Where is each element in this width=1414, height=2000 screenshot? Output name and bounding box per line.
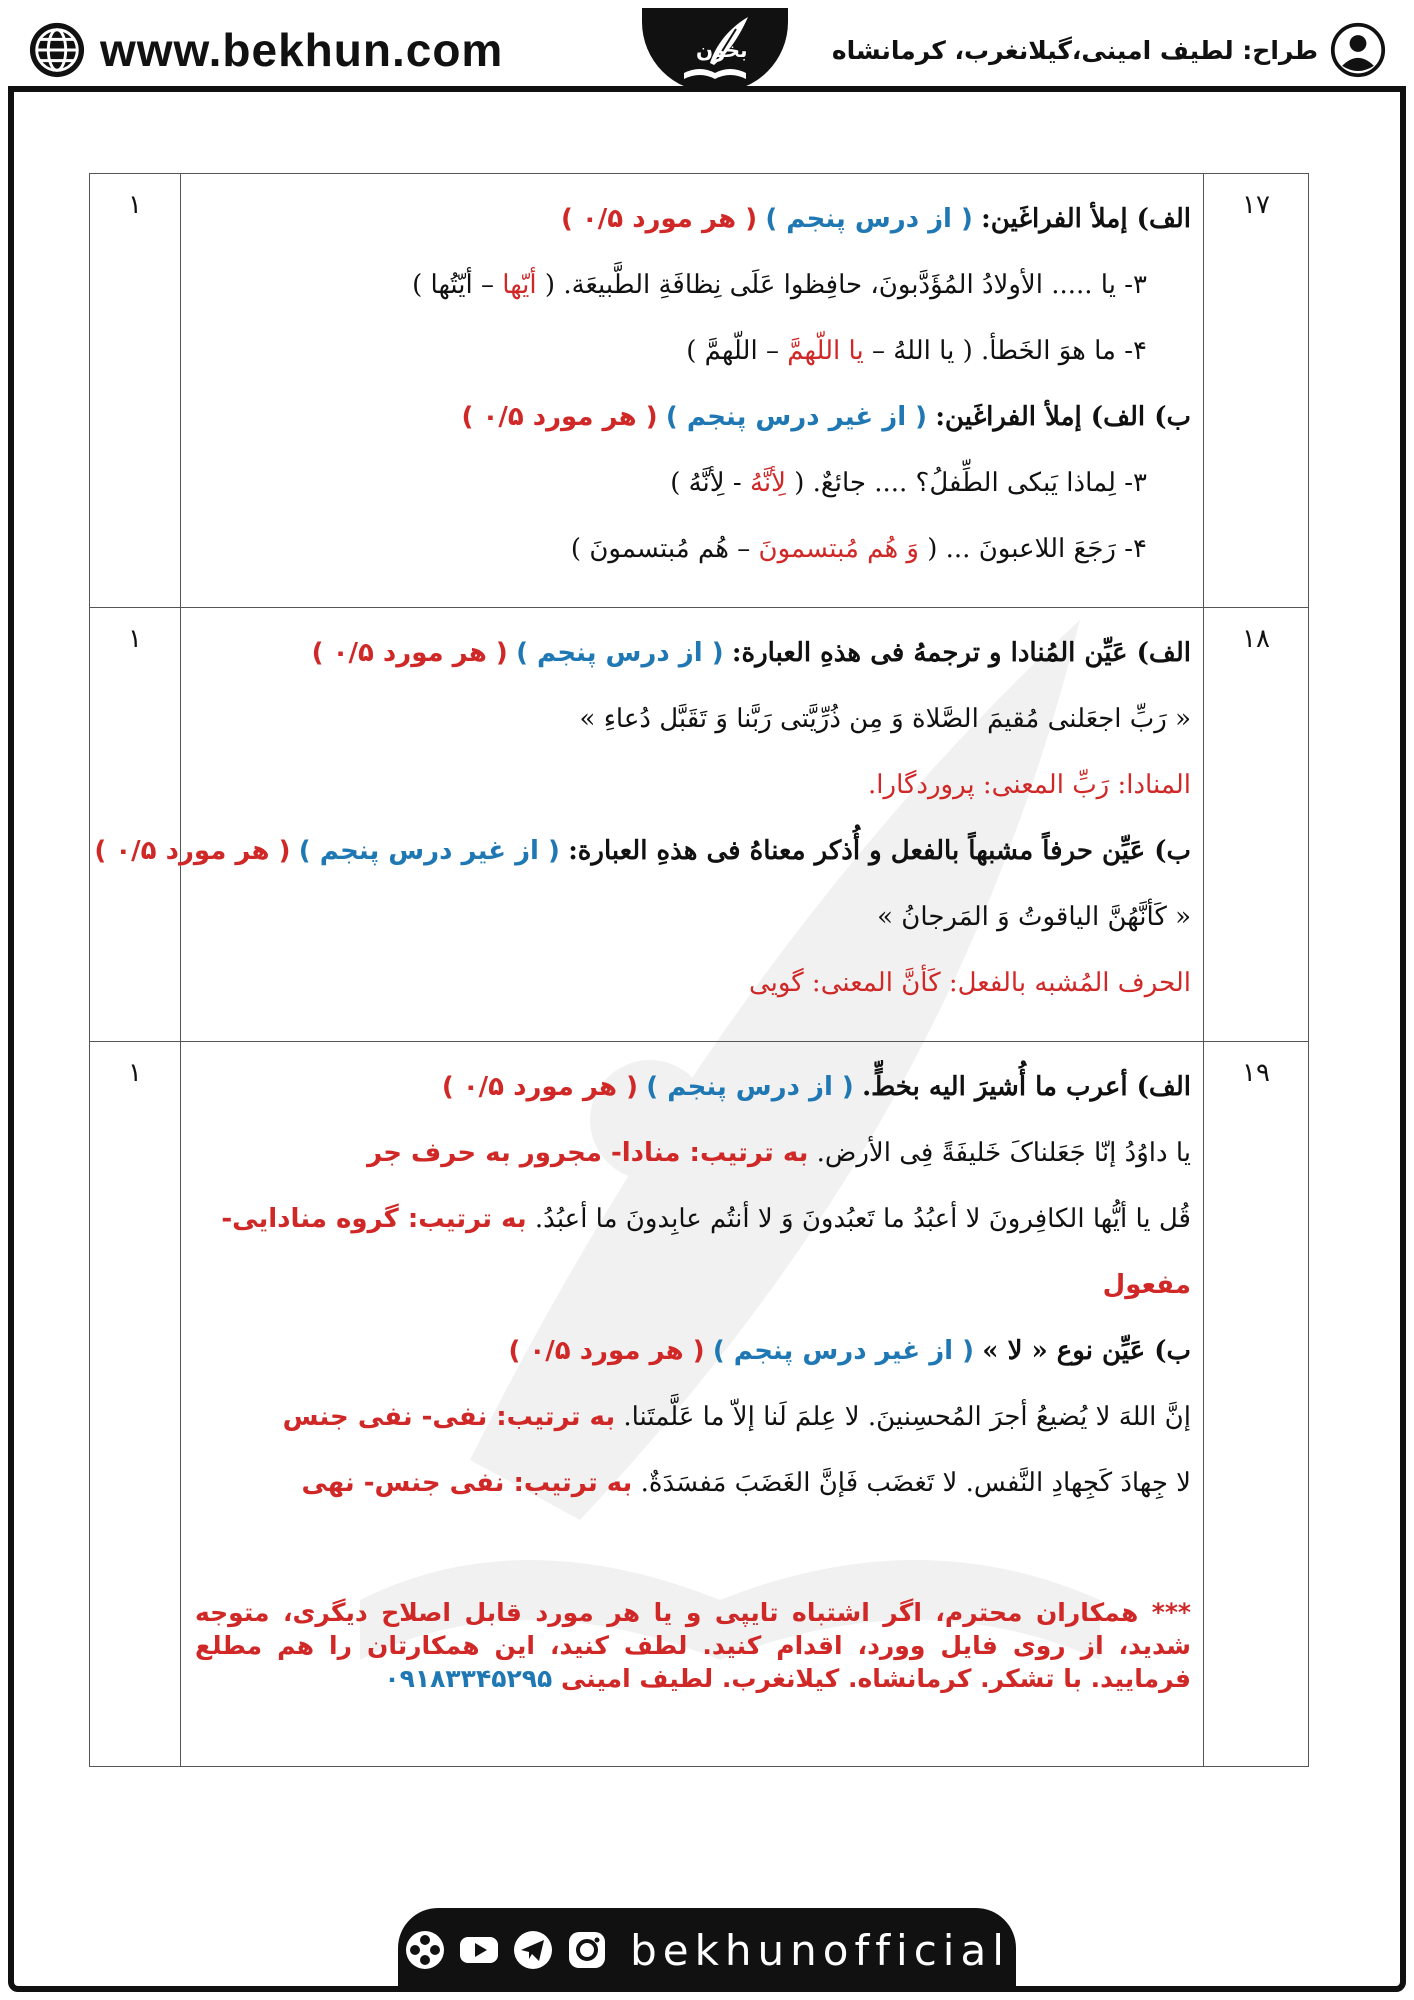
answer: الحرف المُشبه بالفعل: کَأنَّ المعنی: گویی: [748, 968, 1191, 998]
question-number: ۱۹: [1204, 1042, 1309, 1767]
list-item: قُل یا أیُّها الکافِرونَ لا أعبُدُ ما تَعبُدونَ وَ لا أنتُم عابِدونَ ما أعبُدُ. به ترتیب: گروه منادایی- مفعول: [221, 1204, 1191, 1300]
answer: أیّها: [502, 270, 537, 300]
source-label: ( از درس پنجم ): [646, 1072, 854, 1102]
question-body: [94, 608, 1204, 1042]
instagram-icon[interactable]: [566, 1929, 608, 1971]
answer: به ترتیب: منادا- مجرور به حرف جر: [367, 1138, 809, 1168]
source-label: ( از غیر درس پنجم ): [665, 402, 928, 432]
answer: یا اللّهمَّ: [787, 336, 864, 366]
telegram-icon[interactable]: [512, 1929, 554, 1971]
questions-table: [89, 173, 1309, 1767]
phone-number: ۰۹۱۸۳۳۴۵۲۹۵: [384, 1664, 553, 1693]
source-label: ( از درس پنجم ): [516, 638, 724, 668]
part-b-title: ب) الف) إملأ الفراغَین:: [935, 402, 1191, 432]
source-label: ( از غیر درس پنجم ): [712, 1336, 975, 1366]
sentence: « کَأنَّهُنَّ الیاقوتُ وَ المَرجانُ »: [877, 902, 1191, 932]
source-label: ( از غیر درس پنجم ): [298, 836, 560, 866]
footer-social: [398, 1908, 1016, 1992]
question-body: [181, 174, 1204, 608]
sentence: « رَبِّ اجعَلنی مُقیمَ الصَّلاة وَ مِن ذُرِّیَّتی رَبَّنا وَ تَقَبَّل دُعاءِ »: [579, 704, 1191, 734]
answer: به ترتیب: نفی- نفی جنس: [282, 1402, 616, 1432]
part-a-title: الف) إملأ الفراغَین:: [981, 204, 1191, 234]
question-number: ۱۷: [1204, 174, 1309, 608]
part-a-title: الف) أعرب ما أُشیرَ الیه بخطٍّ.: [862, 1072, 1191, 1102]
answer: المنادا: رَبِّ المعنی: پروردگارا.: [868, 770, 1191, 800]
answer: به ترتیب: گروه منادایی- مفعول: [221, 1204, 1191, 1300]
quill-book-logo-icon: [670, 11, 760, 89]
part-b-title: ب) عَیِّن نوع « لا »: [982, 1336, 1191, 1366]
site-link[interactable]: [28, 20, 503, 80]
header: [8, 8, 1406, 92]
youtube-icon[interactable]: [458, 1929, 500, 1971]
points-label: ( هر مورد ۰/۵ ): [508, 1336, 705, 1366]
question-score: ۱: [90, 608, 181, 1042]
points-label: ( هر مورد ۰/۵ ): [311, 638, 508, 668]
answer: وَ هُم مُبتسمونَ: [758, 534, 919, 564]
list-item: لا جِهادَ کَجِهادِ النَّفس. لا تَغضَب فَإنَّ الغَضَبَ مَفسَدَةٌ. به ترتیب: نفی جنس- نهی: [301, 1468, 1191, 1498]
part-a-title: الف) عَیِّن المُنادا و ترجمهُ فی هذهِ العبارة:: [731, 638, 1191, 668]
user-icon: [1330, 22, 1386, 78]
teacher-note: *** همکاران محترم، اگر اشتباه تایپی و یا هر مورد قابل اصلاح دیگری، متوجه شدید، از روی فایل وورد، اقدام کنید. لطف کنید، این همکارتان را هم مطلع فرمایید. با تشکر. کرمانشاه. کیلانغرب. لطیف امینی ۰۹۱۸۳۳۴۵۲۹۵: [195, 1598, 1191, 1693]
list-item: ۳- یا ..... الأولادُ المُؤَدَّبونَ، حافِظوا عَلَی نِظافَةِ الطَّبیعَة. ( أیّها – أیّتُها ): [412, 270, 1147, 300]
film-icon[interactable]: [404, 1929, 446, 1971]
part-b-title: ب) عَیِّن حرفاً مشبهاً بالفعل و أُذکر معناهُ فی هذهِ العبارة:: [568, 836, 1191, 866]
source-label: ( از درس پنجم ): [765, 204, 973, 234]
question-score: ۱: [90, 174, 181, 608]
list-item: ۳- لِماذا یَبکی الطِّفلُ؟ .... جائعٌ. ( لِأنَّهُ - لِأنَّهُ ): [670, 468, 1147, 498]
points-label: ( هر مورد ۰/۵ ): [461, 402, 658, 432]
points-label: ( هر مورد ۰/۵ ): [560, 204, 758, 234]
question-row: [90, 1042, 1309, 1767]
site-url[interactable]: www.bekhun.com: [100, 24, 504, 76]
question-number: ۱۸: [1204, 608, 1309, 1042]
points-label: ( هر مورد ۰/۵ ): [441, 1072, 638, 1102]
logo: [642, 8, 788, 92]
list-item: ۴- رَجَعَ اللاعبونَ ... ( وَ هُم مُبتسمونَ – هُم مُبتسمونَ ): [570, 534, 1147, 564]
answer: به ترتیب: نفی جنس- نهی: [301, 1468, 633, 1498]
social-handle[interactable]: bekhunofficial: [630, 1925, 1010, 1975]
answer: لِأنَّهُ: [749, 468, 786, 498]
question-row: [90, 608, 1309, 1042]
logo-text: بخون: [696, 38, 748, 62]
list-item: إنَّ اللهَ لا یُضیعُ أجرَ المُحسِنینَ. لا عِلمَ لَنا إلاّ ما عَلَّمتَنا. به ترتیب: نفی- نفی جنس: [282, 1402, 1191, 1432]
question-score: ۱: [90, 1042, 181, 1767]
designer-info: [832, 20, 1386, 80]
list-item: یا داوُدُ إنّا جَعَلناکَ خَلیفَةً فِی الأرض. به ترتیب: منادا- مجرور به حرف جر: [367, 1138, 1191, 1168]
question-body: [181, 1042, 1204, 1767]
points-label: ( هر مورد ۰/۵ ): [94, 836, 291, 866]
question-row: [90, 174, 1309, 608]
globe-icon: [28, 21, 86, 79]
designer-text: طراح: لطیف امینی،گیلانغرب، کرمانشاه: [831, 35, 1318, 65]
list-item: ۴- ما هوَ الخَطأ. ( یا اللهُ – یا اللّهمَّ – اللّهمَّ ): [686, 336, 1147, 366]
